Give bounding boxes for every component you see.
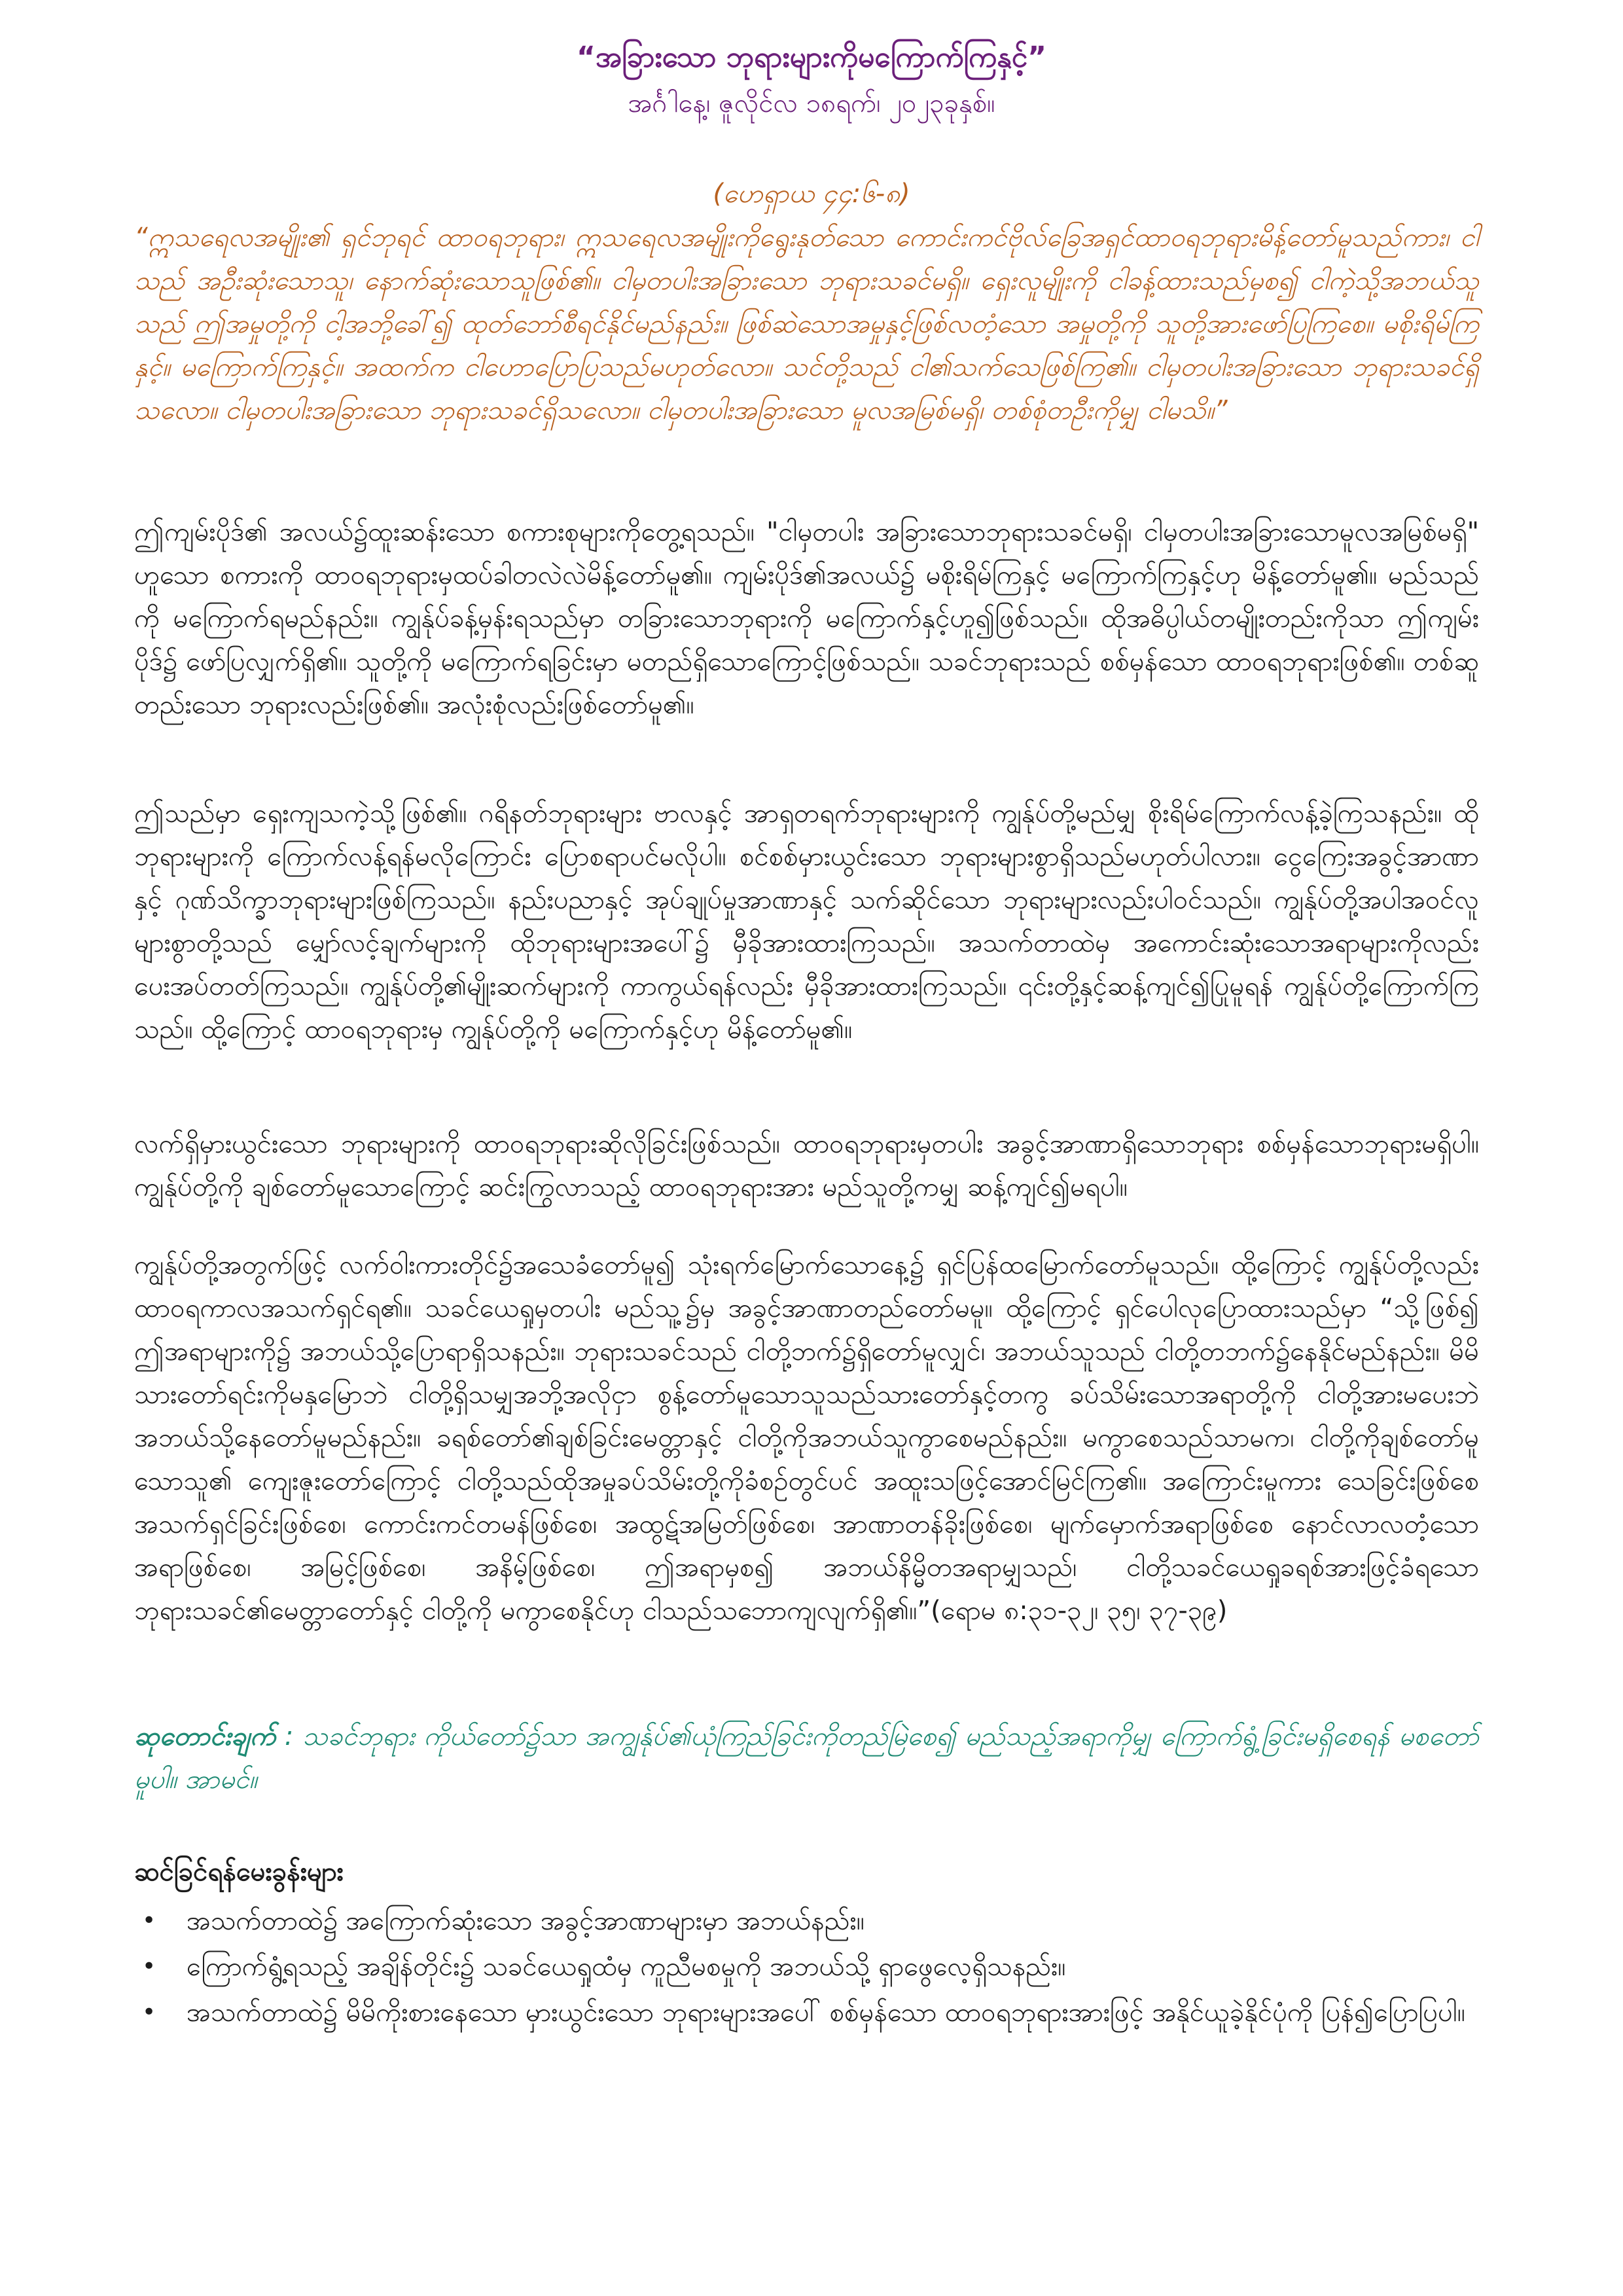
page-date: အင်္ဂါနေ့၊ ဇူလိုင်လ ၁၈ရက်၊ ၂၀၂၃ခုနှစ်။ — [628, 88, 995, 118]
scripture-text: “ဣသရေလအမျိုး၏ ရှင်ဘုရင် ထာဝရဘုရား၊ ဣသရေလအမျိုးကိုရွေးနုတ်သော ကောင်းကင်ဗိုလ်ခြေအရှင်ထာဝရဘုရားမိန့်တော်မူသည်ကား၊ ငါသည် အဦးဆုံးသောသူ၊ နောက်ဆုံးသောသူဖြစ်၏။ ငါမှတပါးအခြားသော ဘုရားသခင်မရှိ။ ရှေးလူမျိုးကို ငါခန့်ထားသည်မှစ၍ ငါကဲ့သို့အဘယ်သူသည် ဤအမှုတို့ကို ငါ့အဘို့ခေါ်၍ ထုတ်ဘော်စီရင်နိုင်မည်နည်း။ ဖြစ်ဆဲသောအမှုနှင့်ဖြစ်လတံ့သော အမှုတို့ကို သူတို့အားဖော်ပြကြစေ။ မစိုးရိမ်ကြနှင့်။ မကြောက်ကြနှင့်။ အထက်က ငါဟောပြောပြသည်မဟုတ်လော။ သင်တို့သည် ငါ၏သက်သေဖြစ်ကြ၏။ ငါမှတပါးအခြားသော ဘုရားသခင်ရှိသလော။ ငါမှတပါးအခြားသော ဘုရားသခင်ရှိသလော။ ငါမှတပါးအခြားသော မူလအမြစ်မရှိ၊ တစ်စုံတဦးကိုမျှ ငါမသိ။” — [134, 223, 1479, 425]
body-paragraph-4: ကျွန်ုပ်တို့အတွက်ဖြင့် လက်ဝါးကားတိုင်၌အသေခံတော်မူ၍ သုံးရက်မြောက်သောနေ့၌ ရှင်ပြန်ထမြောက်တော်မူသည်။ ထို့ကြောင့် ကျွန်ုပ်တို့လည်း ထာဝရကာလအသက်ရှင်ရ၏။ သခင်ယေရှုမှတပါး မည်သူ့၌မှ အခွင့်အာဏာတည်တော်မမူ။ ထို့ကြောင့် ရှင်ပေါလုပြောထားသည်မှာ “သို့ဖြစ်၍ ဤအရာများကို၌ အဘယ်သို့ပြောရာရှိသနည်း။ ဘုရားသခင်သည် ငါတို့ဘက်၌ရှိတော်မူလျှင်၊ အဘယ်သူသည် ငါတို့တဘက်၌နေနိုင်မည်နည်း။ မိမိသားတော်ရင်းကိုမနှမြောဘဲ ငါတို့ရှိသမျှအဘို့အလိုငှာ စွန့်တော်မူသောသူသည်သားတော်နှင့်တကွ ခပ်သိမ်းသောအရာတို့ကို ငါတို့အားမပေးဘဲ အဘယ်သို့နေတော်မူမည်နည်း။ ခရစ်တော်၏ချစ်ခြင်းမေတ္တာနှင့် ငါတို့ကိုအဘယ်သူကွာစေမည်နည်း။ မကွာစေသည်သာမက၊ ငါတို့ကိုချစ်တော်မူသောသူ၏ ကျေးဇူးတော်ကြောင့် ငါတို့သည်ထိုအမှုခပ်သိမ်းတို့ကိုခံစဉ်တွင်ပင် အထူးသဖြင့်အောင်မြင်ကြ၏။ အကြောင်းမူကား သေခြင်းဖြစ်စေ အသက်ရှင်ခြင်းဖြစ်စေ၊ ကောင်းကင်တမန်ဖြစ်စေ၊ အထွဋ်အမြတ်ဖြစ်စေ၊ အာဏာတန်ခိုးဖြစ်စေ၊ မျက်မှောက်အရာဖြစ်စေ နောင်လာလတံ့သောအရာဖြစ်စေ၊ အမြင့်ဖြစ်စေ၊ အနိမ့်ဖြစ်စေ၊ ဤအရာမှစ၍ အဘယ်နိမ္မိတအရာမျှသည်၊ ငါတို့သခင်ယေရှုခရစ်အားဖြင့်ခံရသော ဘုရားသခင်၏မေတ္တာတော်နှင့် ငါတို့ကို မကွာစေနိုင်ဟု ငါသည်သဘောကျလျက်ရှိ၏။”(ရောမ ၈:၃၁-၃၂၊ ၃၅၊ ၃၇-၃၉) — [134, 1250, 1479, 1626]
questions-list — [134, 1898, 1479, 2036]
prayer-block — [134, 1715, 1479, 1801]
question-item — [134, 1898, 1479, 1944]
scripture-reference: (ဟေရှာယ ၄၄:၆-၈) — [713, 179, 910, 209]
body-paragraph-2: ဤသည်မှာ ရှေးကျသကဲ့သို့ဖြစ်၏။ ဂရိနတ်ဘုရားများ ဗာလနှင့် အာရှတရက်ဘုရားများကို ကျွန်ုပ်တို့မည်မျှ စိုးရိမ်ကြောက်လန့်ခဲ့ကြသနည်း။ ထိုဘုရားများကို ကြောက်လန့်ရန်မလိုကြောင်း ပြောစရာပင်မလိုပါ။ စင်စစ်မှားယွင်းသော ဘုရားများစွာရှိသည်မဟုတ်ပါလား။ ငွေကြေးအခွင့်အာဏာနှင့် ဂုဏ်သိက္ခာဘုရားများဖြစ်ကြသည်။ နည်းပညာနှင့် အုပ်ချုပ်မှုအာဏာနှင့် သက်ဆိုင်သော ဘုရားများလည်းပါဝင်သည်။ ကျွန်ုပ်တို့အပါအဝင်လူများစွာတို့သည် မျှော်လင့်ချက်များကို ထိုဘုရားများအပေါ်၌ မှီခိုအားထားကြသည်။ အသက်တာထဲမှ အကောင်းဆုံးသောအရာများကိုလည်း ပေးအပ်တတ်ကြသည်။ ကျွန်ုပ်တို့၏မျိုးဆက်များကို ကာကွယ်ရန်လည်း မှီခိုအားထားကြသည်။ ၎င်းတို့နှင့်ဆန့်ကျင်၍ပြုမူရန် ကျွန်ုပ်တို့ကြောက်ကြသည်။ ထို့ကြောင့် ထာဝရဘုရားမှ ကျွန်ုပ်တို့ကို မကြောက်နှင့်ဟု မိန့်တော်မူ၏။ — [134, 798, 1479, 1045]
question-text: ကြောက်ရွံ့ရသည့် အချိန်တိုင်း၌ သခင်ယေရှုထံမှ ကူညီမစမှုကို အဘယ်သို့ ရှာဖွေလေ့ရှိသနည်း။ — [187, 1952, 1066, 1982]
question-text: အသက်တာထဲ၌ အကြောက်ဆုံးသော အခွင့်အာဏာများမှာ အဘယ်နည်း။ — [187, 1906, 865, 1936]
question-text: အသက်တာထဲ၌ မိမိကိုးစားနေသော မှားယွင်းသော ဘုရားများအပေါ် စစ်မှန်သော ထာဝရဘုရားအားဖြင့် အနိုင်ယူခဲ့နိုင်ပုံကို ပြန်၍ပြောပြပါ။ — [187, 1998, 1465, 2028]
page-title: “အခြားသော ဘုရားများကိုမကြောက်ကြနှင့်” — [576, 41, 1047, 74]
bullet-icon: • — [142, 1953, 156, 1980]
body-paragraph-1: ဤကျမ်းပိုဒ်၏ အလယ်၌ထူးဆန်းသော စကားစုများကိုတွေ့ရသည်။ "ငါမှတပါး အခြားသောဘုရားသခင်မရှိ၊ ငါမှတပါးအခြားသောမူလအမြစ်မရှိ" ဟူသော စကားကို ထာဝရဘုရားမှထပ်ခါတလဲလဲမိန့်တော်မူ၏။ ကျမ်းပိုဒ်၏အလယ်၌ မစိုးရိမ်ကြနှင့် မကြောက်ကြနှင့်ဟု မိန့်တော်မူ၏။ မည်သည်ကို မကြောက်ရမည်နည်း။ ကျွန်ုပ်ခန့်မှန်းရသည်မှာ တခြားသောဘုရားကို မကြောက်နှင့်ဟူ၍ဖြစ်သည်။ ထိုအဓိပ္ပါယ်တမျိုးတည်းကိုသာ ဤကျမ်းပိုဒ်၌ ဖော်ပြလျှက်ရှိ၏။ သူတို့ကို မကြောက်ရခြင်းမှာ မတည်ရှိသောကြောင့်ဖြစ်သည်။ သခင်ဘုရားသည် စစ်မှန်သော ထာဝရဘုရားဖြစ်၏။ တစ်ဆူတည်းသော ဘုရားလည်းဖြစ်၏။ အလုံးစုံလည်းဖြစ်တော်မူ၏။ — [134, 517, 1479, 720]
body-paragraph-3: လက်ရှိမှားယွင်းသော ဘုရားများကို ထာဝရဘုရားဆိုလိုခြင်းဖြစ်သည်။ ထာဝရဘုရားမှတပါး အခွင့်အာဏာရှိသောဘုရား စစ်မှန်သောဘုရားမရှိပါ။ ကျွန်ုပ်တို့ကို ချစ်တော်မူသောကြောင့် ဆင်းကြွလာသည့် ထာဝရဘုရားအား မည်သူတို့ကမျှ ဆန့်ကျင်၍မရပါ။ — [134, 1129, 1479, 1202]
prayer-separator: : — [276, 1721, 303, 1751]
prayer-text: သခင်ဘုရား ကိုယ်တော်၌သာ အကျွန်ုပ်၏ယုံကြည်ခြင်းကိုတည်မြဲစေ၍ မည်သည့်အရာကိုမျှ ကြောက်ရွံ့ခြင်းမရှိစေရန် မစတော်မူပါ။ အာမင်။ — [134, 1721, 1479, 1795]
question-item — [134, 1944, 1479, 1990]
question-item — [134, 1990, 1479, 2036]
questions-heading: ဆင်ခြင်ရန်မေးခွန်းများ — [134, 1857, 344, 1887]
prayer-label: ဆုတောင်းချက် — [134, 1721, 276, 1751]
bullet-icon: • — [142, 1907, 156, 1934]
bullet-icon: • — [142, 1999, 156, 2026]
